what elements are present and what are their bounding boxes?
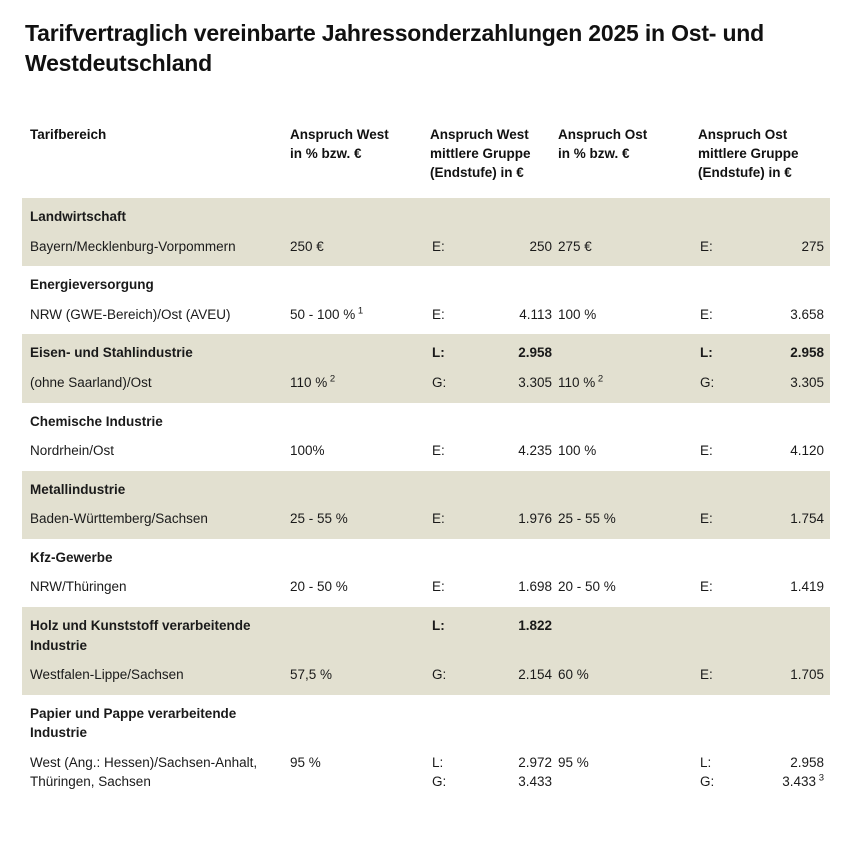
column-header-anspruch-west (290, 125, 430, 198)
sector-name: Papier und Pappe verarbeitende Industrie (22, 695, 290, 749)
table-row (22, 573, 830, 607)
table-row (22, 437, 830, 471)
group-key: L: (700, 754, 712, 770)
sector-ost-group-value (730, 403, 830, 438)
sector-name: Landwirtschaft (22, 198, 290, 233)
west-group-value (462, 505, 558, 539)
ost-group-key (698, 749, 730, 802)
group-key: E: (700, 511, 713, 527)
ost-group-key (698, 661, 730, 695)
sector-ost-group-key (698, 539, 730, 574)
group-value: 4.235 (518, 443, 552, 459)
table-header-row (22, 125, 830, 198)
sector-ost-claim (558, 266, 698, 301)
west-claim-value: 100% (290, 437, 430, 471)
group-value: 2.154 (518, 667, 552, 683)
sector-west-group-value (462, 266, 558, 301)
column-header-line: (Endstufe) in € (698, 165, 792, 181)
group-value: 2.972 (518, 754, 552, 770)
region-name: Baden-Württemberg/Sachsen (22, 505, 290, 539)
sector-west-group-key (430, 695, 462, 749)
sector-west-claim (290, 403, 430, 438)
ost-group-key (698, 233, 730, 267)
west-group-value (462, 301, 558, 335)
group-key: E: (700, 667, 713, 683)
group-key: E: (700, 238, 713, 254)
jahressonderzahlungen-table (22, 125, 830, 802)
west-group-value (462, 573, 558, 607)
group-key: E: (700, 579, 713, 595)
west-group-key (430, 369, 462, 403)
sector-name: Eisen- und Stahlindustrie (22, 334, 290, 369)
column-header-anspruch-ost (558, 125, 698, 198)
column-header-line: Anspruch Ost (698, 126, 788, 142)
table-row (22, 607, 830, 661)
sector-west-claim (290, 539, 430, 574)
column-header-tarifbereich (22, 125, 290, 198)
west-group-value (462, 369, 558, 403)
group-value: 1.698 (518, 579, 552, 595)
sector-ost-group-key (698, 471, 730, 506)
west-claim-value: 50 - 100 % $^1$ (290, 301, 430, 335)
table-row (22, 695, 830, 749)
footnote-marker: 2 (595, 373, 604, 385)
table-row (22, 233, 830, 267)
sector-name: Holz und Kunststoff verarbeitende Industrie (22, 607, 290, 661)
region-name: NRW/Thüringen (22, 573, 290, 607)
sector-ost-group-value (730, 607, 830, 661)
column-header-anspruch-ost-mittlere-gruppe (698, 125, 830, 198)
west-claim-value: 20 - 50 % (290, 573, 430, 607)
group-value: 1.705 (790, 667, 824, 683)
ost-group-value (730, 301, 830, 335)
column-header-line: in % bzw. € (558, 145, 630, 161)
column-header-line: Anspruch Ost (558, 126, 648, 142)
ost-group-value (730, 661, 830, 695)
sector-west-group-value (462, 198, 558, 233)
west-claim-value: 250 € (290, 233, 430, 267)
group-value: 3.305 (518, 375, 552, 390)
sector-west-claim (290, 334, 430, 369)
west-group-key (430, 233, 462, 267)
group-key: G: (700, 375, 715, 390)
ost-claim-value: 95 % (558, 749, 698, 802)
sector-west-group-value: 2.958 (462, 334, 558, 369)
sector-name: Energieversorgung (22, 266, 290, 301)
table-row (22, 369, 830, 403)
column-header-line: Tarifbereich (30, 126, 107, 142)
group-key: E: (432, 579, 445, 595)
west-group-value (462, 437, 558, 471)
group-value: 250 (529, 238, 552, 254)
west-claim-value: 25 - 55 % (290, 505, 430, 539)
table-row (22, 266, 830, 301)
sector-ost-group-key (698, 403, 730, 438)
ost-claim-value: 60 % (558, 661, 698, 695)
ost-group-value (730, 505, 830, 539)
sector-ost-group-value: 2.958 (730, 334, 830, 369)
ost-group-value (730, 749, 830, 802)
footnote-marker: 3 (816, 772, 824, 784)
table-row (22, 301, 830, 335)
column-header-anspruch-west-mittlere-gruppe (430, 125, 558, 198)
sector-west-claim (290, 607, 430, 661)
west-group-value (462, 749, 558, 802)
group-value: 275 (801, 238, 824, 254)
sector-ost-group-value (730, 695, 830, 749)
group-value: 1.976 (518, 511, 552, 527)
group-value: 2.958 (790, 754, 824, 770)
sector-ost-group-key (698, 266, 730, 301)
sector-west-group-key: L: (430, 607, 462, 661)
sector-ost-group-value (730, 539, 830, 574)
sector-west-group-value (462, 403, 558, 438)
ost-claim-value: 20 - 50 % (558, 573, 698, 607)
sector-west-group-value (462, 695, 558, 749)
region-name: West (Ang.: Hessen)/Sachsen-Anhalt, Thüringen, Sachsen (22, 749, 290, 802)
group-key: E: (432, 511, 445, 527)
group-key: G: (700, 774, 715, 790)
west-group-key (430, 749, 462, 802)
table-row (22, 198, 830, 233)
ost-group-key (698, 573, 730, 607)
sector-west-group-key: L: (430, 334, 462, 369)
ost-claim-value: 100 % (558, 437, 698, 471)
ost-group-value (730, 233, 830, 267)
sector-west-group-value: 1.822 (462, 607, 558, 661)
table-row (22, 661, 830, 695)
footnote-marker: 2 (327, 373, 336, 385)
sector-ost-claim (558, 334, 698, 369)
group-value: 3.433 (518, 774, 552, 790)
column-header-line: Anspruch West (290, 126, 389, 142)
table-row (22, 505, 830, 539)
sector-ost-claim (558, 471, 698, 506)
ost-claim-value: 110 % $^2$ (558, 369, 698, 403)
group-value: 4.120 (790, 443, 824, 459)
table-row (22, 403, 830, 438)
sector-ost-claim (558, 607, 698, 661)
table-header (22, 125, 830, 198)
group-key: G: (432, 667, 447, 683)
sector-ost-claim (558, 198, 698, 233)
page-title: Tarifvertraglich vereinbarte Jahressonderzahlungen 2025 in Ost- und Westdeutschland (25, 20, 765, 77)
ost-claim-value: 275 € (558, 233, 698, 267)
sector-ost-group-key (698, 695, 730, 749)
group-value: 1.754 (790, 511, 824, 527)
column-header-line: in % bzw. € (290, 145, 362, 161)
sector-name: Metallindustrie (22, 471, 290, 506)
group-key: E: (700, 306, 713, 322)
group-key: E: (432, 306, 445, 322)
column-header-line: (Endstufe) in € (430, 165, 524, 181)
sector-ost-group-value (730, 266, 830, 301)
group-key: L: (432, 754, 444, 770)
west-group-value (462, 661, 558, 695)
west-group-key (430, 301, 462, 335)
sector-west-group-key (430, 471, 462, 506)
west-group-key (430, 437, 462, 471)
sector-west-group-value (462, 471, 558, 506)
group-value: 3.433 $^3$ (782, 772, 824, 790)
ost-group-key (698, 369, 730, 403)
west-claim-value: 57,5 % (290, 661, 430, 695)
table-row (22, 334, 830, 369)
table-row (22, 539, 830, 574)
ost-group-value (730, 437, 830, 471)
west-group-key (430, 573, 462, 607)
sector-west-group-value (462, 539, 558, 574)
table-row (22, 749, 830, 802)
group-key: E: (432, 443, 445, 459)
sector-ost-claim (558, 695, 698, 749)
region-name: Westfalen-Lippe/Sachsen (22, 661, 290, 695)
group-value: 1.419 (790, 579, 824, 595)
region-name: NRW (GWE-Bereich)/Ost (AVEU) (22, 301, 290, 335)
group-value: 3.658 (790, 306, 824, 322)
sector-west-claim (290, 266, 430, 301)
ost-group-key (698, 505, 730, 539)
west-group-value (462, 233, 558, 267)
sector-ost-claim (558, 539, 698, 574)
column-header-line: mittlere Gruppe (698, 145, 799, 161)
group-value: 4.113 (519, 306, 552, 322)
ost-claim-value: 25 - 55 % (558, 505, 698, 539)
sector-ost-group-key (698, 607, 730, 661)
sector-ost-group-value (730, 198, 830, 233)
ost-group-value (730, 573, 830, 607)
table-body (22, 198, 830, 802)
sector-west-claim (290, 198, 430, 233)
region-name: (ohne Saarland)/Ost (22, 369, 290, 403)
sector-ost-group-value (730, 471, 830, 506)
sector-west-group-key (430, 198, 462, 233)
sector-west-group-key (430, 266, 462, 301)
sector-ost-group-key (698, 198, 730, 233)
sector-ost-claim (558, 403, 698, 438)
sector-west-claim (290, 695, 430, 749)
group-value: 3.305 (790, 375, 824, 390)
sector-west-group-key (430, 539, 462, 574)
ost-group-key (698, 437, 730, 471)
ost-group-key (698, 301, 730, 335)
sector-name: Kfz-Gewerbe (22, 539, 290, 574)
ost-claim-value: 100 % (558, 301, 698, 335)
sector-ost-group-key: L: (698, 334, 730, 369)
sector-west-group-key (430, 403, 462, 438)
group-key: G: (432, 375, 447, 390)
west-claim-value: 110 % $^2$ (290, 369, 430, 403)
column-header-line: mittlere Gruppe (430, 145, 531, 161)
footnote-marker: 1 (355, 305, 364, 317)
region-name: Bayern/Mecklenburg-Vorpommern (22, 233, 290, 267)
group-key: E: (432, 238, 445, 254)
west-group-key (430, 505, 462, 539)
column-header-line: Anspruch West (430, 126, 529, 142)
west-group-key (430, 661, 462, 695)
table-row (22, 471, 830, 506)
west-claim-value: 95 % (290, 749, 430, 802)
ost-group-value (730, 369, 830, 403)
region-name: Nordrhein/Ost (22, 437, 290, 471)
group-key: E: (700, 443, 713, 459)
group-key: G: (432, 774, 447, 790)
sector-west-claim (290, 471, 430, 506)
sector-name: Chemische Industrie (22, 403, 290, 438)
